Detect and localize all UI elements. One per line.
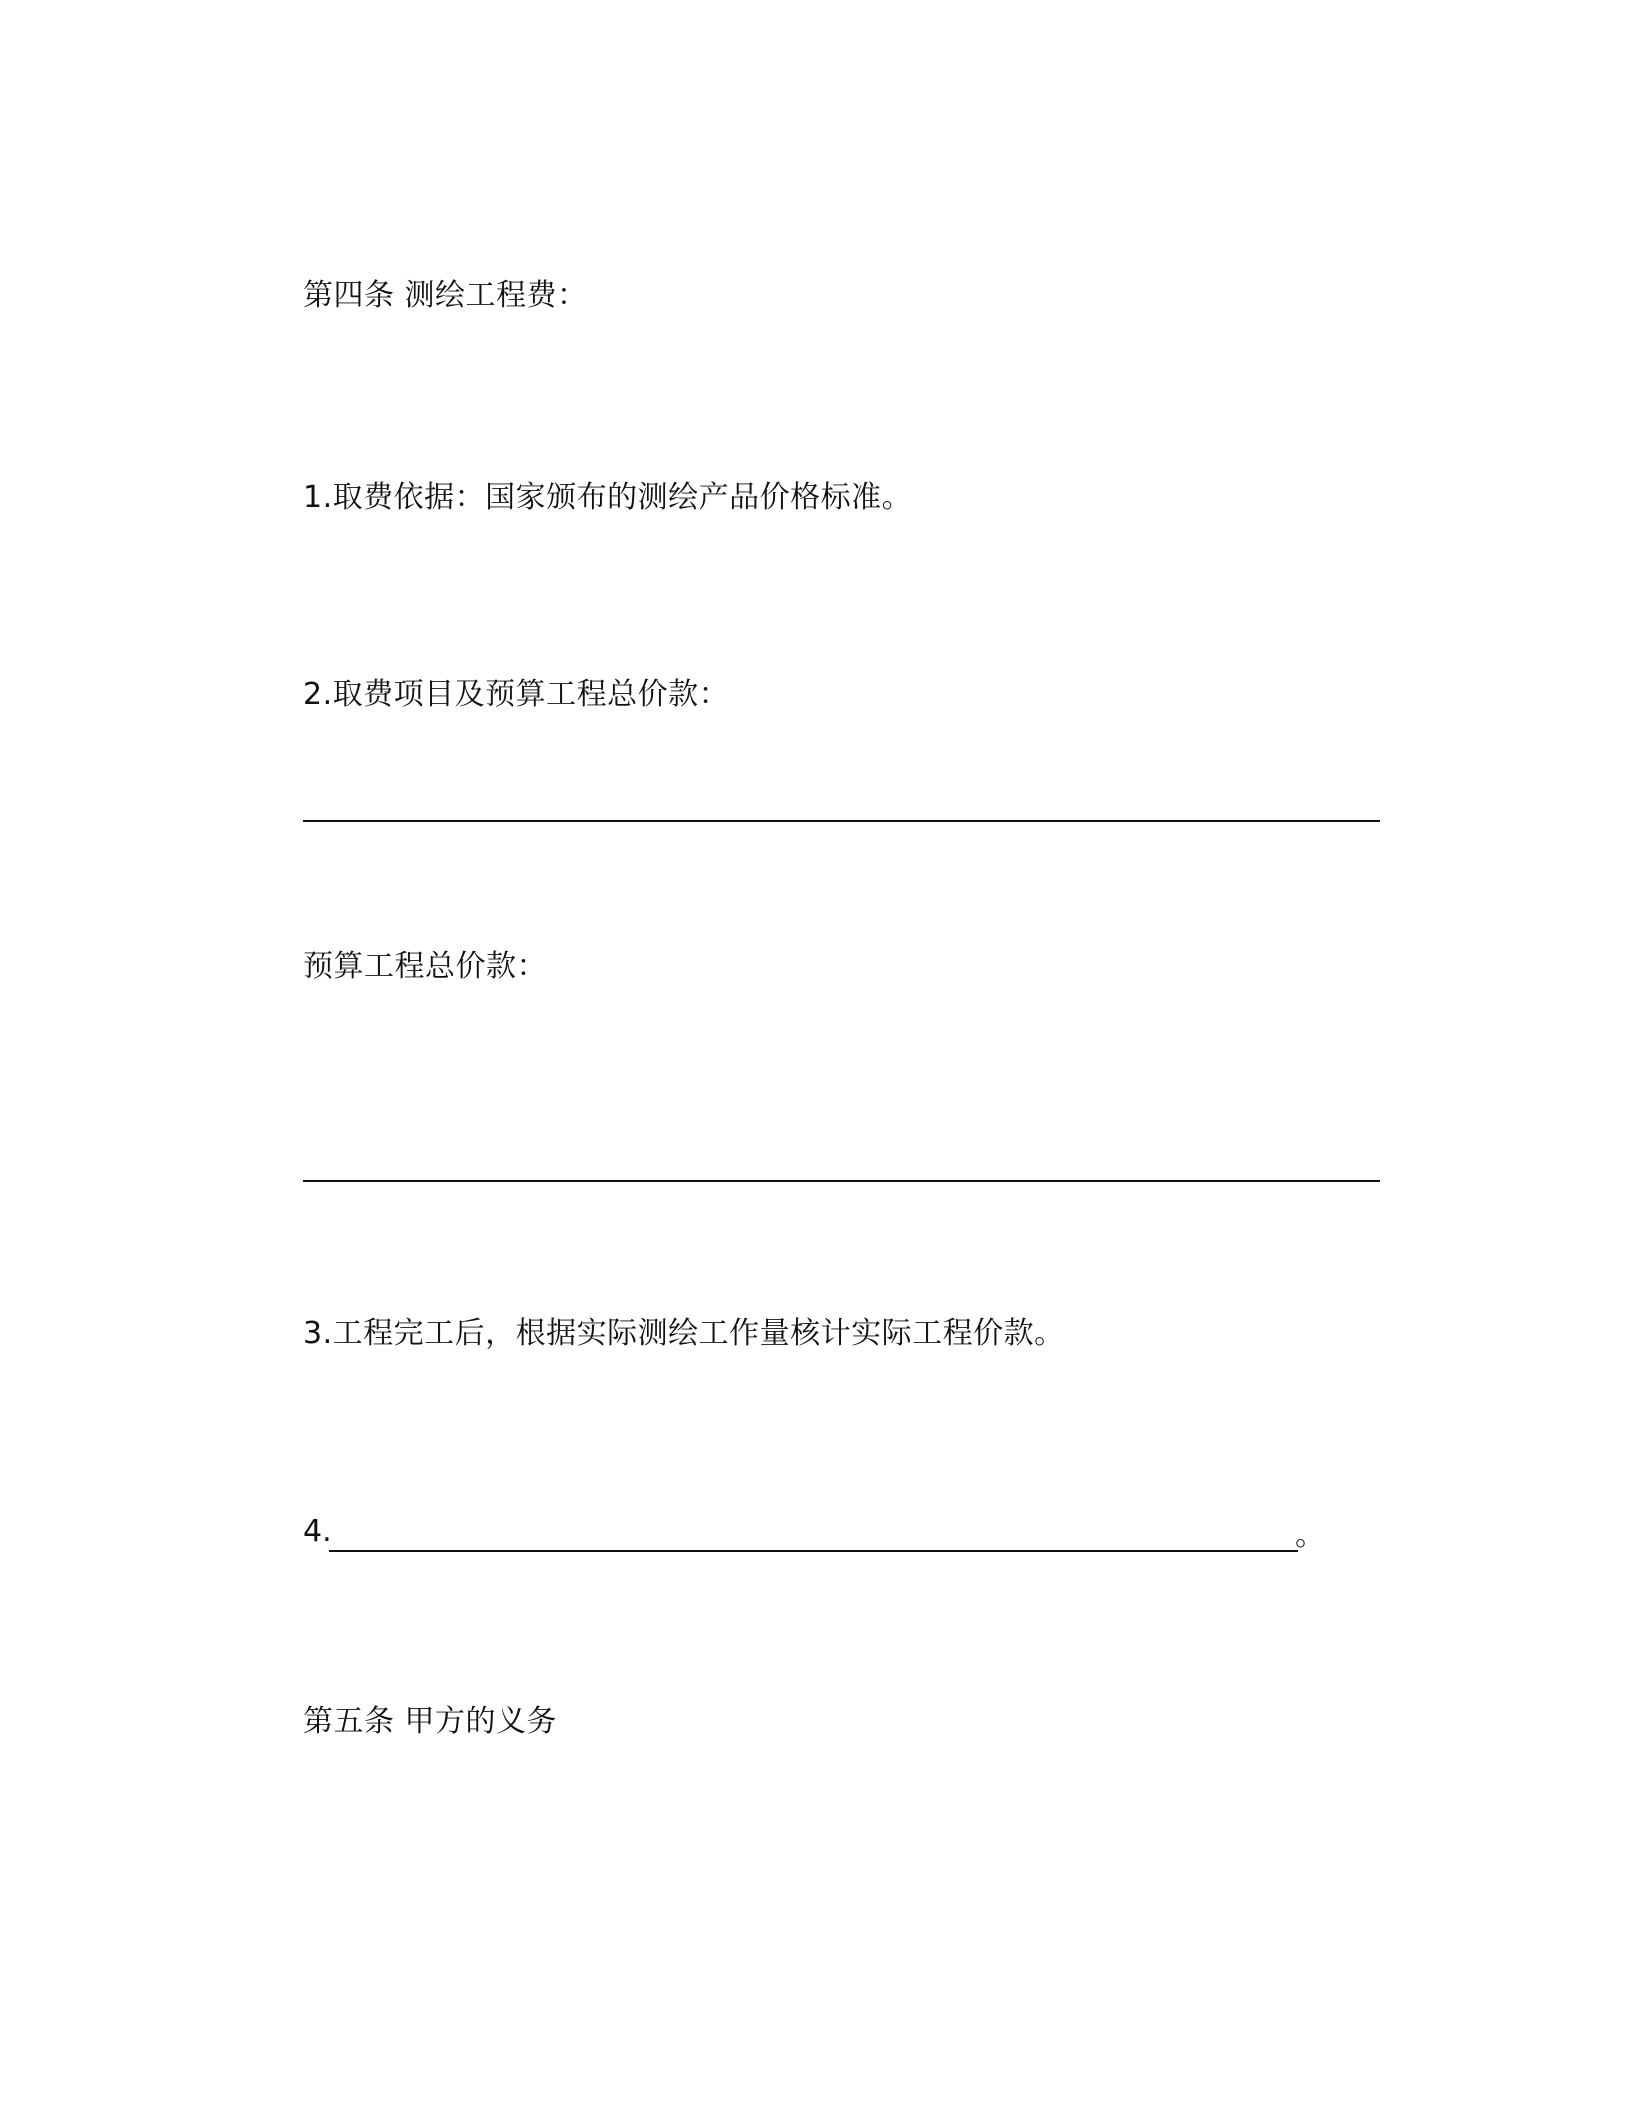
fill-in-line-fee-items	[303, 820, 1380, 822]
budget-total-label: 预算工程总价款：	[303, 949, 547, 984]
item2-fee-items: 2.取费项目及预算工程总价款：	[303, 677, 730, 712]
fill-in-line-item4	[329, 1550, 1298, 1552]
fill-in-line-budget-total	[303, 1180, 1380, 1182]
article5-title: 第五条 甲方的义务	[303, 1704, 558, 1739]
item4-period: 。	[1295, 1518, 1325, 1553]
article4-title: 第四条 测绘工程费：	[303, 278, 588, 313]
item4-number: 4.	[303, 1514, 332, 1549]
item1-fee-basis: 1.取费依据：国家颁布的测绘产品价格标准。	[303, 480, 913, 515]
item3-actual-price: 3.工程完工后，根据实际测绘工作量核计实际工程价款。	[303, 1316, 1065, 1351]
